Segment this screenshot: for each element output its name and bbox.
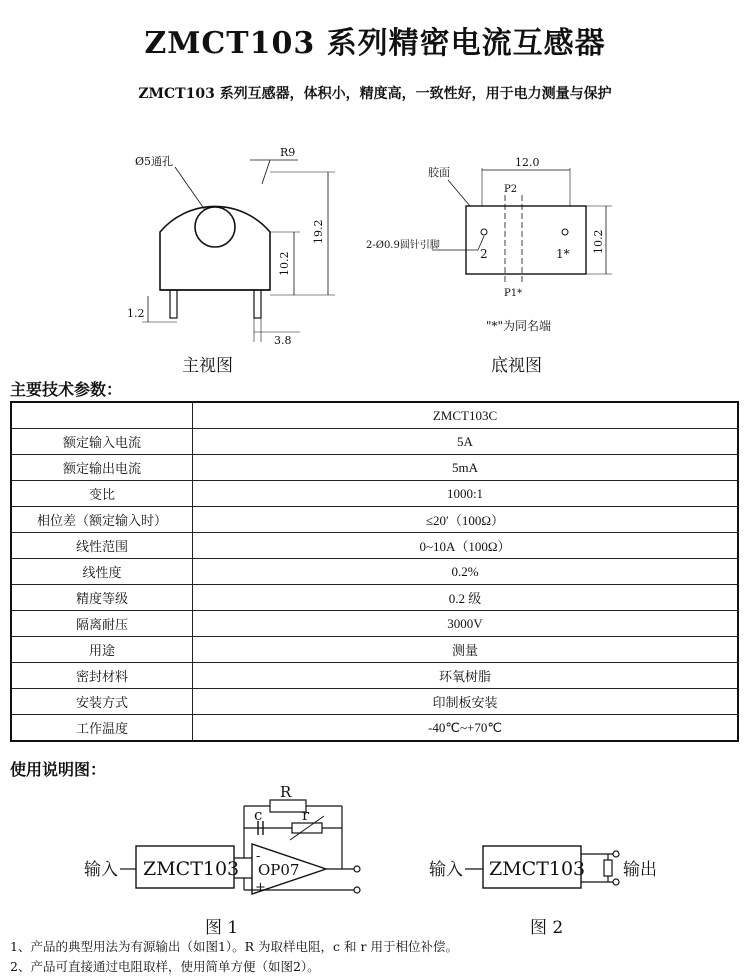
table-row [11, 402, 738, 429]
table-row [11, 481, 738, 507]
spec-label: 密封材料 [11, 663, 193, 689]
spec-value: 5mA [193, 455, 739, 481]
specs-table [10, 401, 739, 742]
spec-label: 线性度 [11, 559, 193, 585]
bottom-view-caption: 底视图 [491, 356, 542, 376]
surface-label: 胶面 [428, 166, 450, 179]
pins-label: 2-Ø0.9圆针引脚 [366, 240, 440, 251]
radius-label: R9 [280, 146, 296, 159]
spec-value: 印制板安装 [193, 689, 739, 715]
right-pin [254, 290, 261, 318]
fig2-output-terminal-2 [613, 879, 619, 885]
page-subtitle: ZMCT103 系列互感器，体积小，精度高，一致性好，用于电力测量与保护 [138, 86, 612, 102]
spec-value: 测量 [193, 637, 739, 663]
spec-label: 隔离耐压 [11, 611, 193, 637]
spec-label: 精度等级 [11, 585, 193, 611]
p2-label: P2 [504, 184, 518, 195]
dim-body-height: 10.2 [278, 251, 291, 276]
fig2-sampling-resistor [604, 860, 612, 876]
fig2-input-label: 输入 [429, 860, 463, 880]
table-row [11, 689, 738, 715]
table-row [11, 507, 738, 533]
fig1-r-small-label: r [302, 806, 310, 824]
fig1-device-label: ZMCT103 [143, 858, 240, 880]
usage-note-2: 2、产品可直接通过电阻取样，使用简单方便（如图2）。 [10, 959, 320, 974]
spec-label: 用途 [11, 637, 193, 663]
pin-2-marker [481, 229, 487, 235]
bottom-body-outline [466, 206, 586, 274]
table-row [11, 455, 738, 481]
resistor-R [270, 800, 306, 812]
dim-pin-width: 1.2 [127, 307, 145, 320]
page-title: ZMCT103 系列精密电流互感器 [144, 26, 606, 61]
spec-label: 线性范围 [11, 533, 193, 559]
fig1-ground-terminal [354, 887, 360, 893]
pin-1-label: 1* [556, 247, 570, 261]
dim-bottom-width: 12.0 [515, 156, 540, 169]
through-hole-circle [195, 207, 235, 247]
figure-1-circuit [80, 778, 380, 928]
fig2-output-label: 输出 [623, 860, 657, 880]
usage-heading: 使用说明图： [10, 760, 107, 779]
spec-label: 工作温度 [11, 715, 193, 742]
p1-label: P1* [504, 288, 523, 299]
left-pin [170, 290, 177, 318]
dim-total-height: 19.2 [312, 219, 325, 244]
hole-label: Ø5通孔 [135, 155, 174, 168]
spec-value: 1000:1 [193, 481, 739, 507]
fig1-amp-label: OP07 [258, 861, 300, 879]
fig1-plus: + [255, 880, 266, 895]
figure-1-caption: 图 1 [205, 918, 239, 938]
front-body-outline [160, 206, 270, 290]
figure-2-circuit [425, 820, 665, 920]
pin-2-label: 2 [480, 247, 488, 261]
table-row [11, 559, 738, 585]
spec-value: 3000V [193, 611, 739, 637]
usage-note-1: 1、产品的典型用法为有源输出（如图1）。R 为取样电阻，c 和 r 用于相位补偿。 [10, 939, 458, 954]
table-row [11, 663, 738, 689]
table-row [11, 715, 738, 742]
spec-value: 5A [193, 429, 739, 455]
model-cell: ZMCT103C [193, 402, 739, 429]
dim-pin-length: 3.8 [274, 334, 292, 347]
specs-heading: 主要技术参数： [10, 380, 123, 399]
table-row [11, 533, 738, 559]
spec-label: 额定输出电流 [11, 455, 193, 481]
fig1-c-label: c [254, 806, 263, 824]
spec-value: 0~10A（100Ω） [193, 533, 739, 559]
fig2-output-terminal-1 [613, 851, 619, 857]
spec-label: 相位差（额定输入时） [11, 507, 193, 533]
fig2-device-label: ZMCT103 [489, 858, 586, 880]
fig1-input-label: 输入 [84, 860, 118, 880]
table-row [11, 637, 738, 663]
spec-value: ≤20′（100Ω） [193, 507, 739, 533]
dim-bottom-height: 10.2 [592, 229, 605, 254]
polarity-note: "*"为同名端 [486, 319, 552, 333]
spec-label: 变比 [11, 481, 193, 507]
pin-1-marker [562, 229, 568, 235]
fig1-r-label: R [280, 783, 292, 801]
table-row [11, 585, 738, 611]
front-view-drawing [120, 140, 360, 350]
fig1-minus: - [256, 849, 261, 864]
spec-value: 环氧树脂 [193, 663, 739, 689]
spec-value: 0.2 级 [193, 585, 739, 611]
fig1-output-terminal [354, 866, 360, 872]
spec-label: 安装方式 [11, 689, 193, 715]
bottom-view-drawing [360, 150, 620, 340]
table-row [11, 611, 738, 637]
spec-label: 额定输入电流 [11, 429, 193, 455]
table-row [11, 429, 738, 455]
spec-value: 0.2% [193, 559, 739, 585]
front-view-caption: 主视图 [182, 356, 233, 376]
spec-value: -40℃~+70℃ [193, 715, 739, 742]
figure-2-caption: 图 2 [530, 918, 564, 938]
